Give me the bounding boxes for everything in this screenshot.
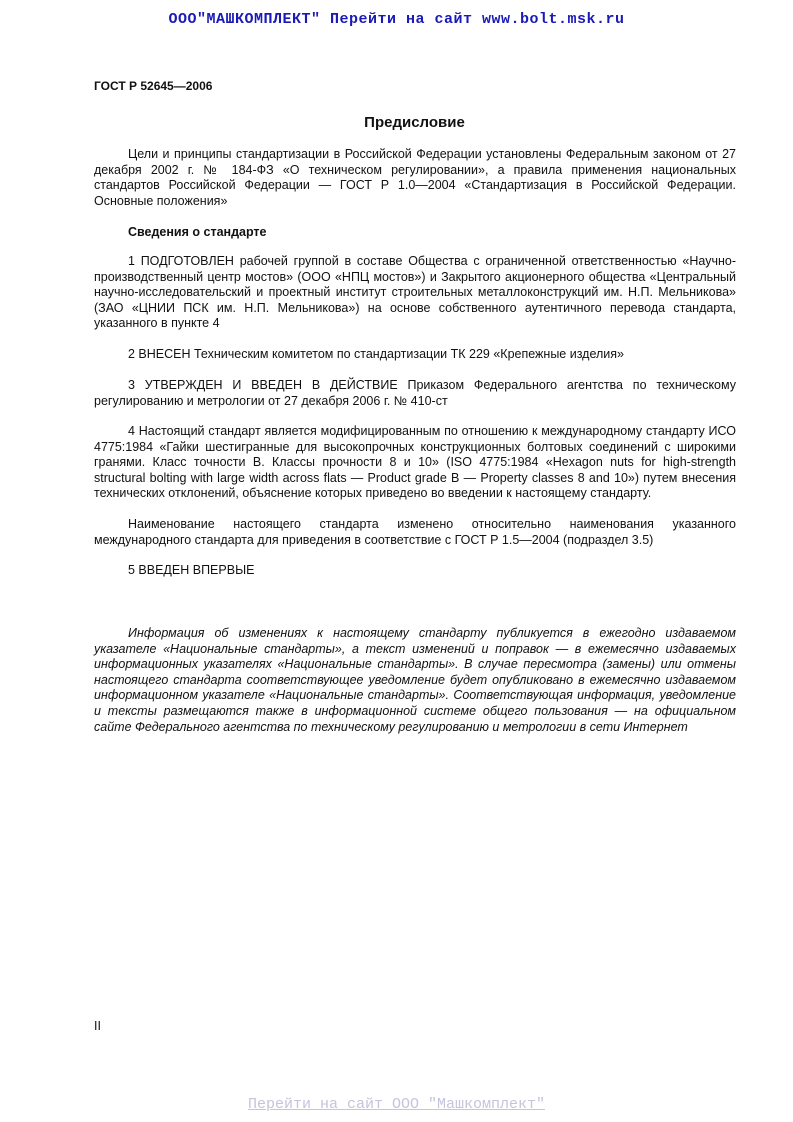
item-3-paragraph: 3 УТВЕРЖДЕН И ВВЕДЕН В ДЕЙСТВИЕ Приказом Федерального агентства по техническому регулированию и метрологии от 27 декабря 2006 г. № 410-ст bbox=[94, 378, 736, 408]
info-heading: Сведения о стандарте bbox=[128, 225, 267, 239]
item-1-paragraph: 1 ПОДГОТОВЛЕН рабочей группой в составе Общества с ограниченной ответственностью «Научно-производственный центр мостов» (ООО «НПЦ мостов») и Закрытого акционерного общества «Центральный научно-исследовательский и проектный институт строительных металлоконструкций им. Н.П. Мельникова» (ЗАО «ЦНИИ ПСК им. Н.П. Мельникова») на основе собственного аутентичного перевода стандарта, указанного в пункте 4 bbox=[94, 254, 736, 331]
item-5-paragraph: 5 ВВЕДЕН ВПЕРВЫЕ bbox=[128, 563, 255, 577]
page-number: II bbox=[94, 1019, 101, 1033]
item-4-note-paragraph: Наименование настоящего стандарта изменено относительно наименования указанного международного стандарта для приведения в соответствие с ГОСТ Р 1.5—2004 (подраздел 3.5) bbox=[94, 517, 736, 547]
document-number: ГОСТ Р 52645—2006 bbox=[94, 79, 213, 93]
info-notice-paragraph: Информация об изменениях к настоящему стандарту публикуется в ежегодно издаваемом указателе «Национальные стандарты», а текст изменений и поправок — в ежемесячно издаваемых информационных указателях «Национальные стандарты». В случае пересмотра (замены) или отмены настоящего стандарта соответствующее уведомление будет опубликовано в ежемесячно издаваемом информационном указателе «Национальные стандарты». Соответствующая информация, уведомление и тексты размещаются также в информационной системе общего пользования — на официальном сайте Федерального агентства по техническому регулированию и метрологии в сети Интернет bbox=[94, 626, 736, 734]
item-4-paragraph: 4 Настоящий стандарт является модифицированным по отношению к международному стандарту ИСО 4775:1984 «Гайки шестигранные для высокопрочных конструкционных болтовых соединений с широкими гранями. Класс точности В. Классы прочности 8 и 10» (ISO 4775:1984 «Hexagon nuts for high-strength structural bolting with large width across flats — Product grade B — Property classes 8 and 10») путем внесения технических отклонений, объяснение которых приведено во введении к настоящему стандарту. bbox=[94, 424, 736, 501]
footer-site-link[interactable]: Перейти на сайт ООО "Машкомплект" bbox=[247, 1096, 546, 1113]
intro-paragraph: Цели и принципы стандартизации в Российской Федерации установлены Федеральным законом от 27 декабря 2002 г. № 184-ФЗ «О техническом регулировании», а правила применения национальных стандартов Российской Федерации — ГОСТ Р 1.0—2004 «Стандартизация в Российской Федерации. Основные положения» bbox=[94, 147, 736, 208]
header-banner-link[interactable]: ООО"МАШКОМПЛЕКТ" Перейти на сайт www.bolt.msk.ru bbox=[168, 11, 625, 28]
item-2-paragraph: 2 ВНЕСЕН Техническим комитетом по стандартизации ТК 229 «Крепежные изделия» bbox=[128, 347, 625, 361]
page-title: Предисловие bbox=[364, 114, 465, 131]
